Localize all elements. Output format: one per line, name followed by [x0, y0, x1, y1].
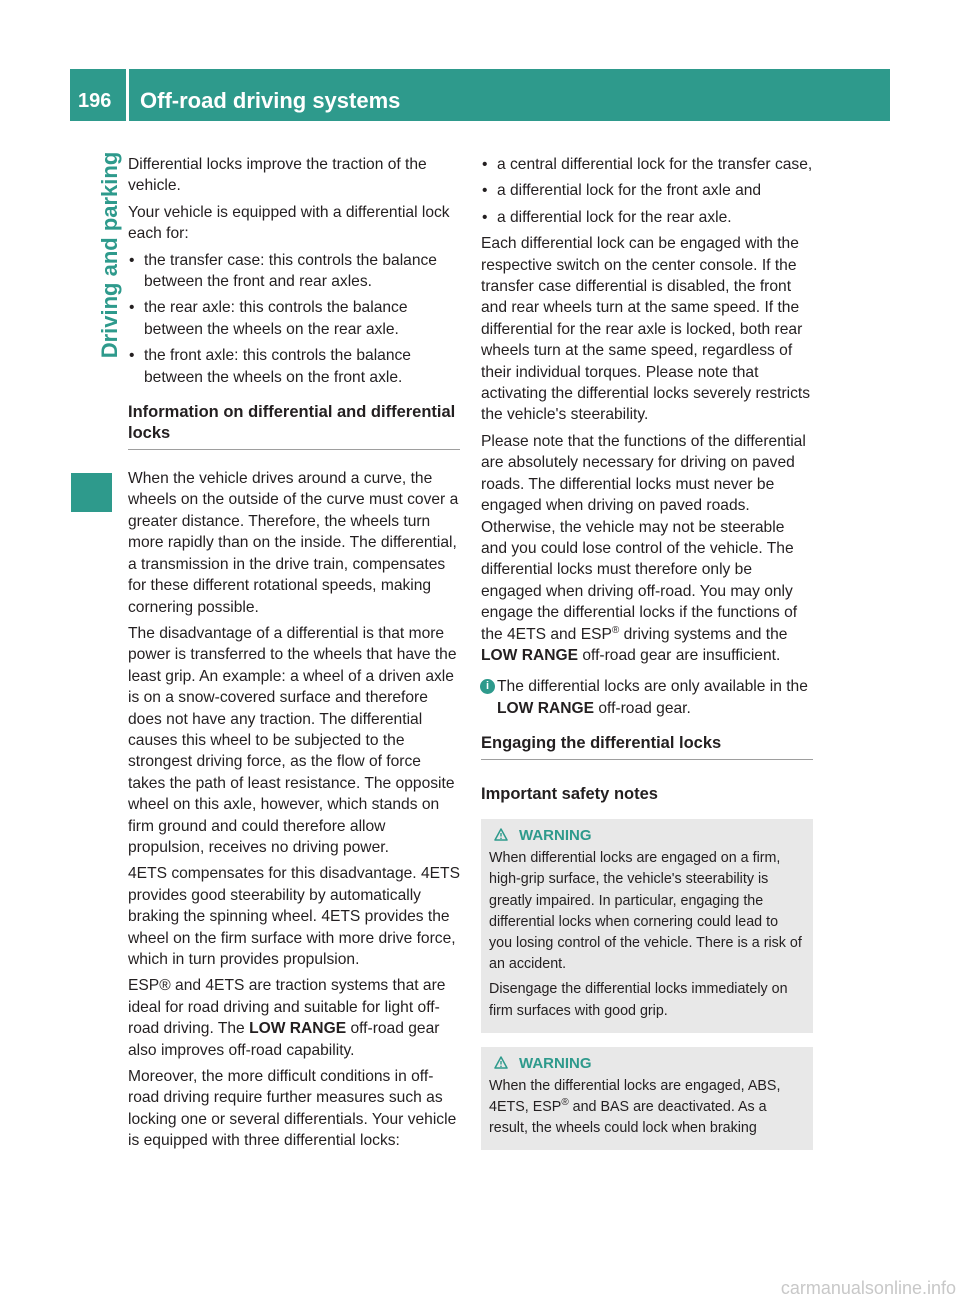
warning-box [481, 819, 813, 1033]
paragraph: Differential locks improve the traction of the vehicle. [128, 156, 427, 195]
text-run: off-road gear also improves off-road capability. [128, 1020, 440, 1059]
footer-watermark: carmanualsonline.info [780, 1278, 956, 1298]
page-number: 196 [78, 90, 112, 112]
warning-text [489, 1076, 805, 1140]
paragraph: The disadvantage of a differential is that more power is transferred to the wheels that have the least grip. An example: a wheel of a driven axle is on a snow-covered surface and therefore does not have any traction. The differential causes this wheel to be subjected to the strongest driving force, as the flow of force takes the path of least resistance. The opposite wheel on this axle, however, which stands on firm ground and could therefore allow propulsion, receives no driving power. [128, 624, 457, 856]
bullet-item: • the rear axle: this controls the balance between the wheels on the rear axle. [128, 297, 460, 340]
right-column [481, 154, 813, 1164]
warning-title: WARNING [519, 1054, 592, 1072]
bullet-item: • the front axle: this controls the balance between the wheels on the front axle. [128, 345, 460, 388]
text-run: ESP® and 4ETS are traction systems that are ideal for road driving and suitable for light off-road driving. The [128, 977, 446, 1038]
page-title: Off-road driving systems [140, 88, 401, 113]
text-run: off-road gear are insufficient. [578, 646, 781, 664]
text-run: driving systems and the [619, 625, 788, 643]
paragraph: 4ETS compensates for this disadvantage. 4ETS provides good steerability by automatically braking the spinning wheel. 4ETS provides the wheel on the firm surface with more drive force, which in turn provides propulsion. [128, 865, 460, 968]
left-column [128, 154, 460, 1157]
paragraph: Moreover, the more difficult conditions in off-road driving require further measures such as locking one or several differentials. Your vehicle is equipped with three differential locks: [128, 1068, 457, 1150]
warning-header [489, 1053, 805, 1076]
paragraph [481, 431, 813, 666]
warning-text: When differential locks are engaged on a firm, high-grip surface, the vehicle's steerability is greatly impaired. In particular, engaging the differential locks when cornering could lead to you losing control of the vehicle. There is a risk of an accident. [489, 850, 802, 973]
registered-mark: ® [561, 1097, 569, 1109]
paragraph: Your vehicle is equipped with a differential lock each for: [128, 203, 450, 243]
info-note [481, 676, 813, 719]
gear-name: LOW RANGE [497, 699, 595, 717]
text-run: off-road gear. [594, 699, 691, 717]
section-heading: Engaging the differential locks [481, 733, 813, 760]
paragraph: When the vehicle drives around a curve, the wheels on the outside of the curve must cover a greater distance. Therefore, the wheels turn more rapidly than on the inside. The differential, a transmission in the drive train, compensates for these different rotational speeds, making cornering possible. [128, 470, 459, 616]
subsection-heading: Important safety notes [481, 785, 658, 804]
bullet-item: • the transfer case: this controls the balance between the front and rear axles. [128, 250, 460, 293]
text-run: The differential locks are only available in the [497, 678, 808, 696]
gear-name: LOW RANGE [481, 646, 579, 664]
text-run: When the differential locks are engaged, ABS, 4ETS, ESP [489, 1077, 781, 1115]
text-run: and BAS are deactivated. As a result, the wheels could lock when braking [489, 1098, 767, 1137]
paragraph: Each differential lock can be engaged with the respective switch on the center console. If the transfer case differential is disabled, the front and rear wheels turn at the same speed. If the differential for the rear axle is locked, both rear wheels turn at the same speed, regardless of their individual torques. Please note that activating the differential locks severely restricts the vehicle's steerability. [481, 235, 811, 424]
section-marker-block [71, 473, 112, 512]
bullet-item: • a differential lock for the rear axle. [481, 207, 813, 228]
gear-name: LOW RANGE [249, 1020, 347, 1038]
warning-triangle-icon [494, 1056, 508, 1069]
text-run: Please note that the functions of the differential are absolutely necessary for driving on paved roads. The differential locks must never be engaged when driving on paved roads. Otherwise, the vehicle may not be steerable and you could lose control of the vehicle. The differential locks must therefore only be engaged when driving off-road. You may only engage the differential locks if the functions of the 4ETS and ESP [481, 432, 806, 643]
warning-box [481, 1047, 813, 1151]
bullet-item: • a differential lock for the front axle and [481, 180, 813, 201]
header-divider [126, 69, 129, 121]
warning-header [489, 825, 805, 848]
warning-triangle-icon [494, 828, 508, 841]
warning-text: Disengage the differential locks immediately on firm surfaces with good grip. [489, 981, 788, 1019]
registered-mark: ® [611, 624, 620, 636]
bullet-item: • a central differential lock for the transfer case, [481, 154, 813, 175]
info-icon: i [480, 679, 495, 694]
section-tab-label: Driving and parking [97, 151, 122, 359]
paragraph [128, 975, 460, 1061]
section-heading: Information on differential and differential locks [128, 402, 460, 450]
warning-title: WARNING [519, 827, 592, 845]
